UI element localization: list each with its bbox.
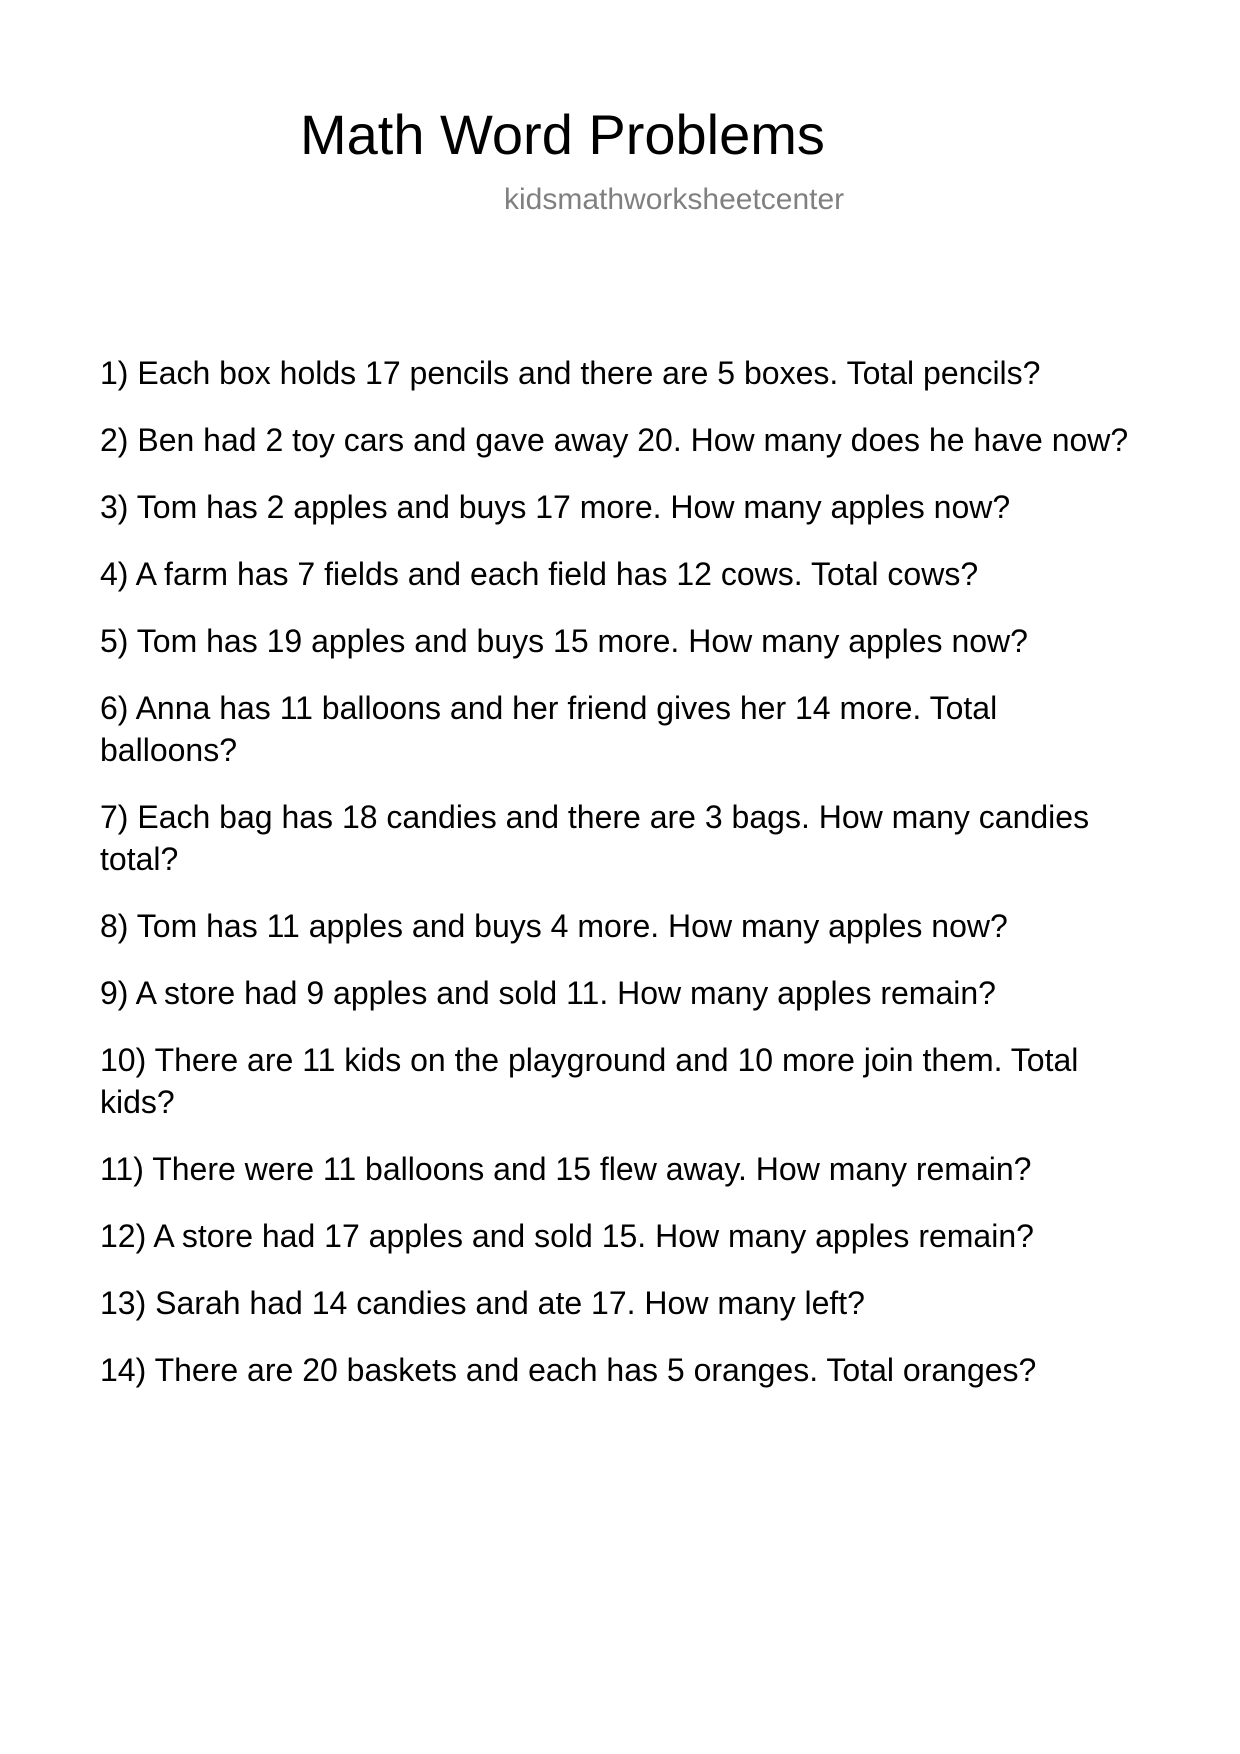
problem-item: 4) A farm has 7 fields and each field has 12 cows. Total cows? — [100, 556, 979, 592]
problem-item: 1) Each box holds 17 pencils and there are 5 boxes. Total pencils? — [100, 355, 1041, 391]
problem-item: 11) There were 11 balloons and 15 flew away. How many remain? — [100, 1151, 1032, 1187]
problem-item: 7) Each bag has 18 candies and there are 3 bags. How many candies total? — [100, 799, 1090, 877]
problem-item: 3) Tom has 2 apples and buys 17 more. How many apples now? — [100, 489, 1011, 525]
problem-item: 10) There are 11 kids on the playground and 10 more join them. Total kids? — [100, 1042, 1079, 1120]
problem-item: 14) There are 20 baskets and each has 5 oranges. Total oranges? — [100, 1352, 1037, 1388]
problem-item: 5) Tom has 19 apples and buys 15 more. How many apples now? — [100, 623, 1028, 659]
problem-list — [100, 352, 1140, 1416]
problem-item: 8) Tom has 11 apples and buys 4 more. How many apples now? — [100, 908, 1008, 944]
problem-item: 13) Sarah had 14 candies and ate 17. How many left? — [100, 1285, 865, 1321]
page-title: Math Word Problems — [300, 103, 825, 166]
problem-item: 6) Anna has 11 balloons and her friend gives her 14 more. Total balloons? — [100, 690, 998, 768]
problem-item: 2) Ben had 2 toy cars and gave away 20. How many does he have now? — [100, 422, 1129, 458]
site-name: kidsmathworksheetcenter — [504, 183, 845, 216]
problem-item: 9) A store had 9 apples and sold 11. How many apples remain? — [100, 975, 996, 1011]
problem-item: 12) A store had 17 apples and sold 15. How many apples remain? — [100, 1218, 1034, 1254]
